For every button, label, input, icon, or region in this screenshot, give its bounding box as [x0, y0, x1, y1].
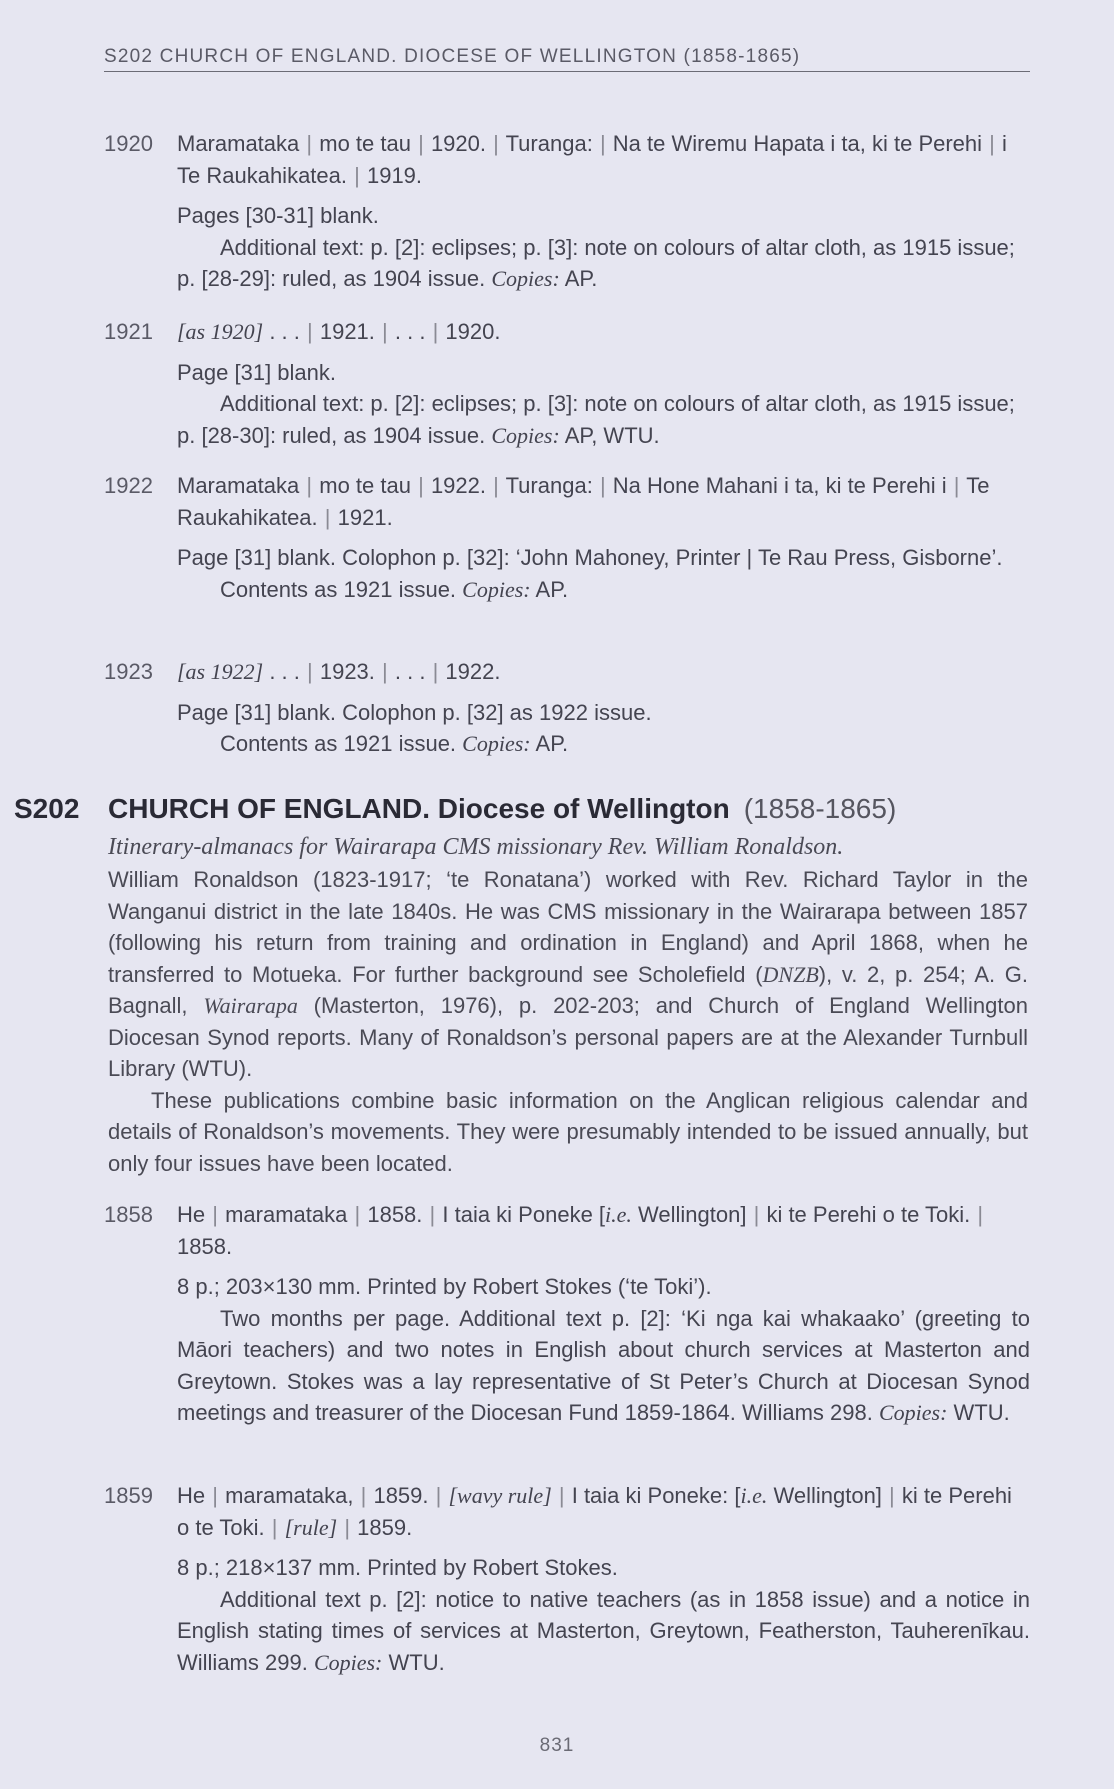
entry-pages: Pages [30-31] blank.: [177, 203, 379, 228]
copies-label: Copies:: [462, 576, 531, 602]
entry-additional: Additional text p. [2]: notice to native teachers (as in 1858 issue) and a notice in English stating times of services at Masterton, Greytown, Featherston, Tauherenīkau. Williams 299. Copies: WTU.: [177, 1586, 1030, 1675]
entry-title: Maramataka | mo te tau | 1920. | Turanga: | Na te Wiremu Hapata i ta, ki te Perehi | i Te Raukahikatea. | 1919.: [177, 131, 1007, 188]
entry-additional: Two months per page. Additional text p. [2]: ‘Ki nga kai whakaako’ (greeting to Māori teachers) and two notes in English about church services at Masterton and Greytown. Stokes was a lay representative of St Peter’s Church at Diocesan Synod meetings and treasurer of the Diocesan Fund 1859-1864. Williams 298. Copies: WTU.: [177, 1305, 1030, 1425]
entry-additional: Additional text: p. [2]: eclipses; p. [3]: note on colours of altar cloth, as 1915 issue; p. [28-29]: ruled, as 1904 issue. Copies: AP.: [177, 234, 1015, 291]
entry-pages: Page [31] blank. Colophon p. [32] as 1922 issue.: [177, 699, 652, 725]
entry-description: [177, 357, 1030, 452]
entry-additional: Contents as 1921 issue. Copies: AP.: [220, 731, 569, 756]
entry-pages: Page [31] blank. Colophon p. [32]: ‘John Mahoney, Printer | Te Rau Press, Gisborne’.: [177, 545, 1003, 570]
entry-pages: 8 p.; 218×137 mm. Printed by Robert Stokes.: [177, 1555, 618, 1580]
entry-year: 1859: [104, 1483, 153, 1508]
copies-value: WTU.: [388, 1649, 445, 1675]
copies-value: AP, WTU.: [564, 422, 660, 448]
copies-value: AP.: [564, 266, 598, 291]
copies-value: AP.: [535, 731, 569, 756]
entry-title: [as 1922] . . . | 1923. | . . . | 1922.: [177, 659, 501, 684]
section-name: CHURCH OF ENGLAND. Diocese of Wellington: [108, 793, 730, 824]
entry-1858: [104, 1199, 1030, 1429]
entry-year: 1923: [104, 659, 153, 684]
entry-year: 1921: [104, 319, 153, 344]
entry-additional: Contents as 1921 issue. Copies: AP.: [220, 576, 569, 602]
entry-1923: [104, 656, 1030, 760]
copies-label: Copies:: [491, 266, 560, 291]
entry-description: [177, 200, 1030, 295]
entry-title: He | maramataka | 1858. | I taia ki Poneke [i.e. Wellington] | ki te Perehi o te Toki. | 1858.: [177, 1202, 984, 1259]
entry-description: [177, 542, 1030, 605]
entry-1922: [104, 470, 1030, 605]
entry-pages: 8 p.; 203×130 mm. Printed by Robert Stokes (‘te Toki’).: [177, 1274, 712, 1299]
copies-label: Copies:: [313, 1649, 383, 1675]
entry-title: [as 1920] . . . | 1921. | . . . | 1920.: [177, 319, 501, 344]
entry-year: 1922: [104, 473, 153, 498]
page-number: 831: [539, 1735, 575, 1756]
entry-description: [177, 1271, 1030, 1429]
copies-label: Copies:: [462, 731, 531, 756]
section-introduction: [108, 864, 1028, 1179]
copies-label: Copies:: [491, 422, 560, 448]
section-subtitle: Itinerary-almanacs for Wairarapa CMS missionary Rev. William Ronaldson.: [108, 834, 844, 860]
entry-1921: [104, 316, 1030, 451]
intro-paragraph: These publications combine basic information on the Anglican religious calendar and details of Ronaldson’s movements. They were presumably intended to be issued annually, but only four issues have been located.: [108, 1087, 1028, 1176]
copies-value: WTU.: [953, 1400, 1010, 1425]
copies-value: AP.: [535, 576, 569, 602]
entry-pages: Page [31] blank.: [177, 359, 337, 385]
entry-description: [177, 697, 1030, 760]
entry-title: He | maramataka, | 1859. | [wavy rule] | I taia ki Poneke: [i.e. Wellington] | ki te Perehi o te Toki. | [rule] | 1859.: [177, 1483, 1012, 1540]
entry-1859: [104, 1480, 1030, 1678]
entry-description: [177, 1552, 1030, 1678]
entry-year: 1858: [104, 1202, 153, 1227]
entry-year: 1920: [104, 131, 153, 156]
copies-label: Copies:: [878, 1400, 948, 1425]
running-head: S202 CHURCH OF ENGLAND. DIOCESE OF WELLINGTON (1858-1865): [104, 46, 801, 67]
section-title: [108, 793, 896, 825]
entry-title: Maramataka | mo te tau | 1922. | Turanga: | Na Hone Mahani i ta, ki te Perehi i | Te Raukahikatea. | 1921.: [177, 473, 990, 530]
header-rule: [104, 71, 1030, 72]
entry-additional: Additional text: p. [2]: eclipses; p. [3]: note on colours of altar cloth, as 1915 issue; p. [28-30]: ruled, as 1904 issue. Copies: AP, WTU.: [177, 391, 1015, 448]
section-code: S202: [14, 793, 80, 824]
entry-1920: [104, 128, 1030, 295]
intro-paragraph: William Ronaldson (1823-1917; ‘te Ronatana’) worked with Rev. Richard Taylor in the Wanganui district in the late 1840s. He was CMS missionary in the Wairarapa between 1857 (following his return from training and ordination in England) and April 1868, when he transferred to Motueka. For further background see Scholefield (DNZB), v. 2, p. 254; A. G. Bagnall, Wairarapa (Masterton, 1976), p. 202-203; and Church of England Wellington Diocesan Synod reports. Many of Ronaldson’s personal papers are at the Alexander Turnbull Library (WTU).: [108, 867, 1028, 1081]
section-dates: (1858-1865): [743, 793, 897, 824]
